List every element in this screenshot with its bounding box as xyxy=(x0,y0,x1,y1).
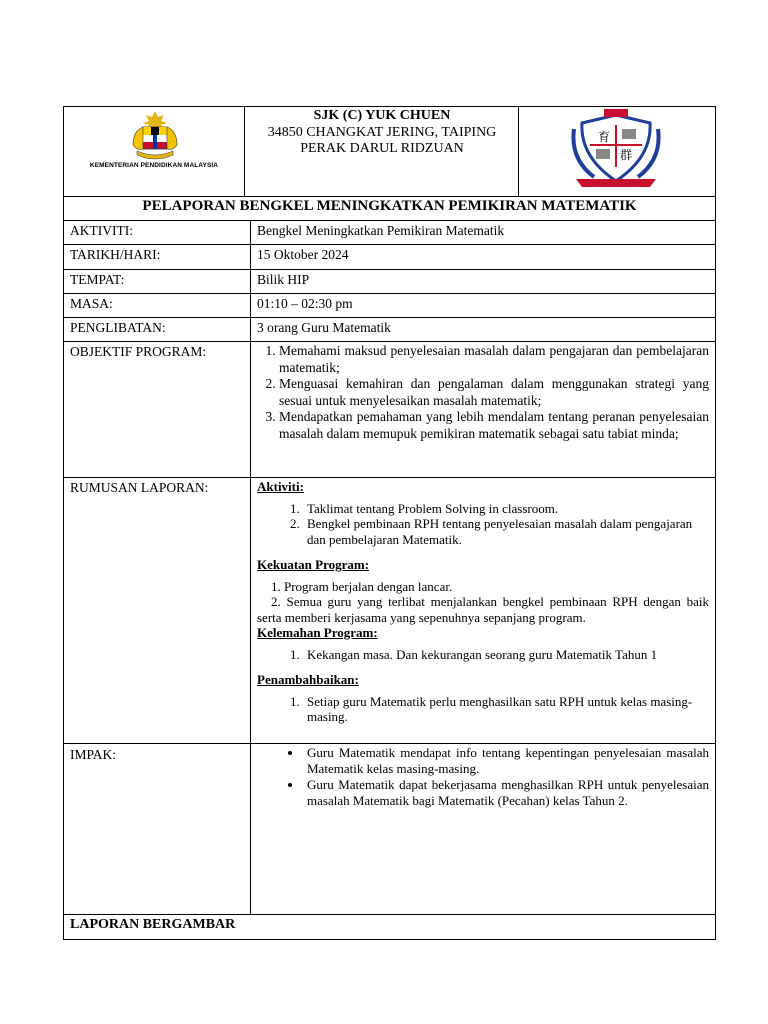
list-item: 1. Kekangan masa. Dan kekurangan seorang guru Matematik Tahun 1 xyxy=(303,647,709,663)
tarikh-value: 15 Oktober 2024 xyxy=(257,247,349,262)
list-item: 2. Menguasai kemahiran dan pengalaman dalam menggunakan strategi yang sesuai untuk menyelesaikan masalah matematik; xyxy=(279,376,709,409)
school-header xyxy=(244,107,520,158)
svg-text:育: 育 xyxy=(598,130,611,144)
list-item: • Guru Matematik mendapat info tentang kepentingan penyelesaian masalah Matematik kelas masing-masing. xyxy=(303,745,709,777)
row-border xyxy=(64,341,715,342)
row-border xyxy=(64,914,715,915)
title-bottom-border xyxy=(64,220,715,221)
penglibatan-value: 3 orang Guru Matematik xyxy=(257,320,391,335)
objektif-label: OBJEKTIF PROGRAM: xyxy=(70,344,207,359)
report-form xyxy=(63,106,716,940)
row-border xyxy=(64,743,715,744)
list-item: • Guru Matematik dapat bekerjasama menghasilkan RPH untuk penyelesaian masalah Matematik bagi Matematik (Pecahan) kelas Tahun 2. xyxy=(303,777,709,809)
aktiviti-heading: Aktiviti: xyxy=(257,479,304,494)
tempat-label: TEMPAT: xyxy=(70,272,125,287)
svg-text:群: 群 xyxy=(620,148,633,162)
rumusan-label: RUMUSAN LAPORAN: xyxy=(70,480,209,495)
row-border xyxy=(64,317,715,318)
penglibatan-label: PENGLIBATAN: xyxy=(70,320,166,335)
list-item: 3. Mendapatkan pemahaman yang lebih mendalam tentang peranan penyelesaian masalah dalam memupuk pemikiran matematik sebagai satu tabiat minda; xyxy=(279,409,709,442)
school-crest-icon xyxy=(568,109,664,193)
impak-label: IMPAK: xyxy=(70,747,117,762)
tempat-value: Bilik HIP xyxy=(257,272,310,287)
address-line-2: PERAK DARUL RIDZUAN xyxy=(300,141,464,156)
tarikh-label: TARIKH/HARI: xyxy=(70,247,161,262)
masa-label: MASA: xyxy=(70,296,113,311)
objektif-list xyxy=(257,343,709,442)
report-title: PELAPORAN BENGKEL MENINGKATKAN PEMIKIRAN MATEMATIK xyxy=(142,198,637,214)
school-name: SJK (C) YUK CHUEN xyxy=(313,108,451,123)
address-line-1: 34850 CHANGKAT JERING, TAIPING xyxy=(267,124,497,140)
aktiviti-value: Bengkel Meningkatkan Pemikiran Matematik xyxy=(257,223,505,238)
column-divider xyxy=(250,220,251,914)
laporan-bergambar-label: LAPORAN BERGAMBAR xyxy=(70,917,236,932)
list-item: 1. Taklimat tentang Problem Solving in classroom. xyxy=(303,501,709,517)
malaysia-coat-of-arms-icon xyxy=(80,109,230,181)
list-item: 1. Program berjalan dengan lancar. xyxy=(271,578,453,594)
penambahbaikan-heading: Penambahbaikan: xyxy=(257,672,359,687)
row-border xyxy=(64,244,715,245)
row-border xyxy=(64,269,715,270)
list-item: 2. Semua guru yang terlibat menjalankan bengkel pembinaan RPH dengan baik serta memberi kerjasama yang sepenuhnya sepanjang program. xyxy=(257,594,709,625)
kekuatan-heading: Kekuatan Program: xyxy=(257,557,370,572)
masa-value: 01:10 – 02:30 pm xyxy=(257,296,353,311)
row-border xyxy=(64,293,715,294)
list-item: 1. Memahami maksud penyelesaian masalah dalam pengajaran dan pembelajaran matematik; xyxy=(279,343,709,376)
aktiviti-label: AKTIVITI: xyxy=(70,223,133,238)
list-item: 1. Setiap guru Matematik perlu menghasilkan satu RPH untuk kelas masing-masing. xyxy=(303,694,709,725)
ministry-label: KEMENTERIAN PENDIDIKAN MALAYSIA xyxy=(89,162,219,169)
impak-list xyxy=(257,745,709,809)
kelemahan-heading: Kelemahan Program: xyxy=(257,625,378,640)
list-item: 2. Bengkel pembinaan RPH tentang penyelesaian masalah dalam pengajaran dan pembelajaran Matematik. xyxy=(303,516,709,547)
rumusan-content xyxy=(257,477,709,725)
